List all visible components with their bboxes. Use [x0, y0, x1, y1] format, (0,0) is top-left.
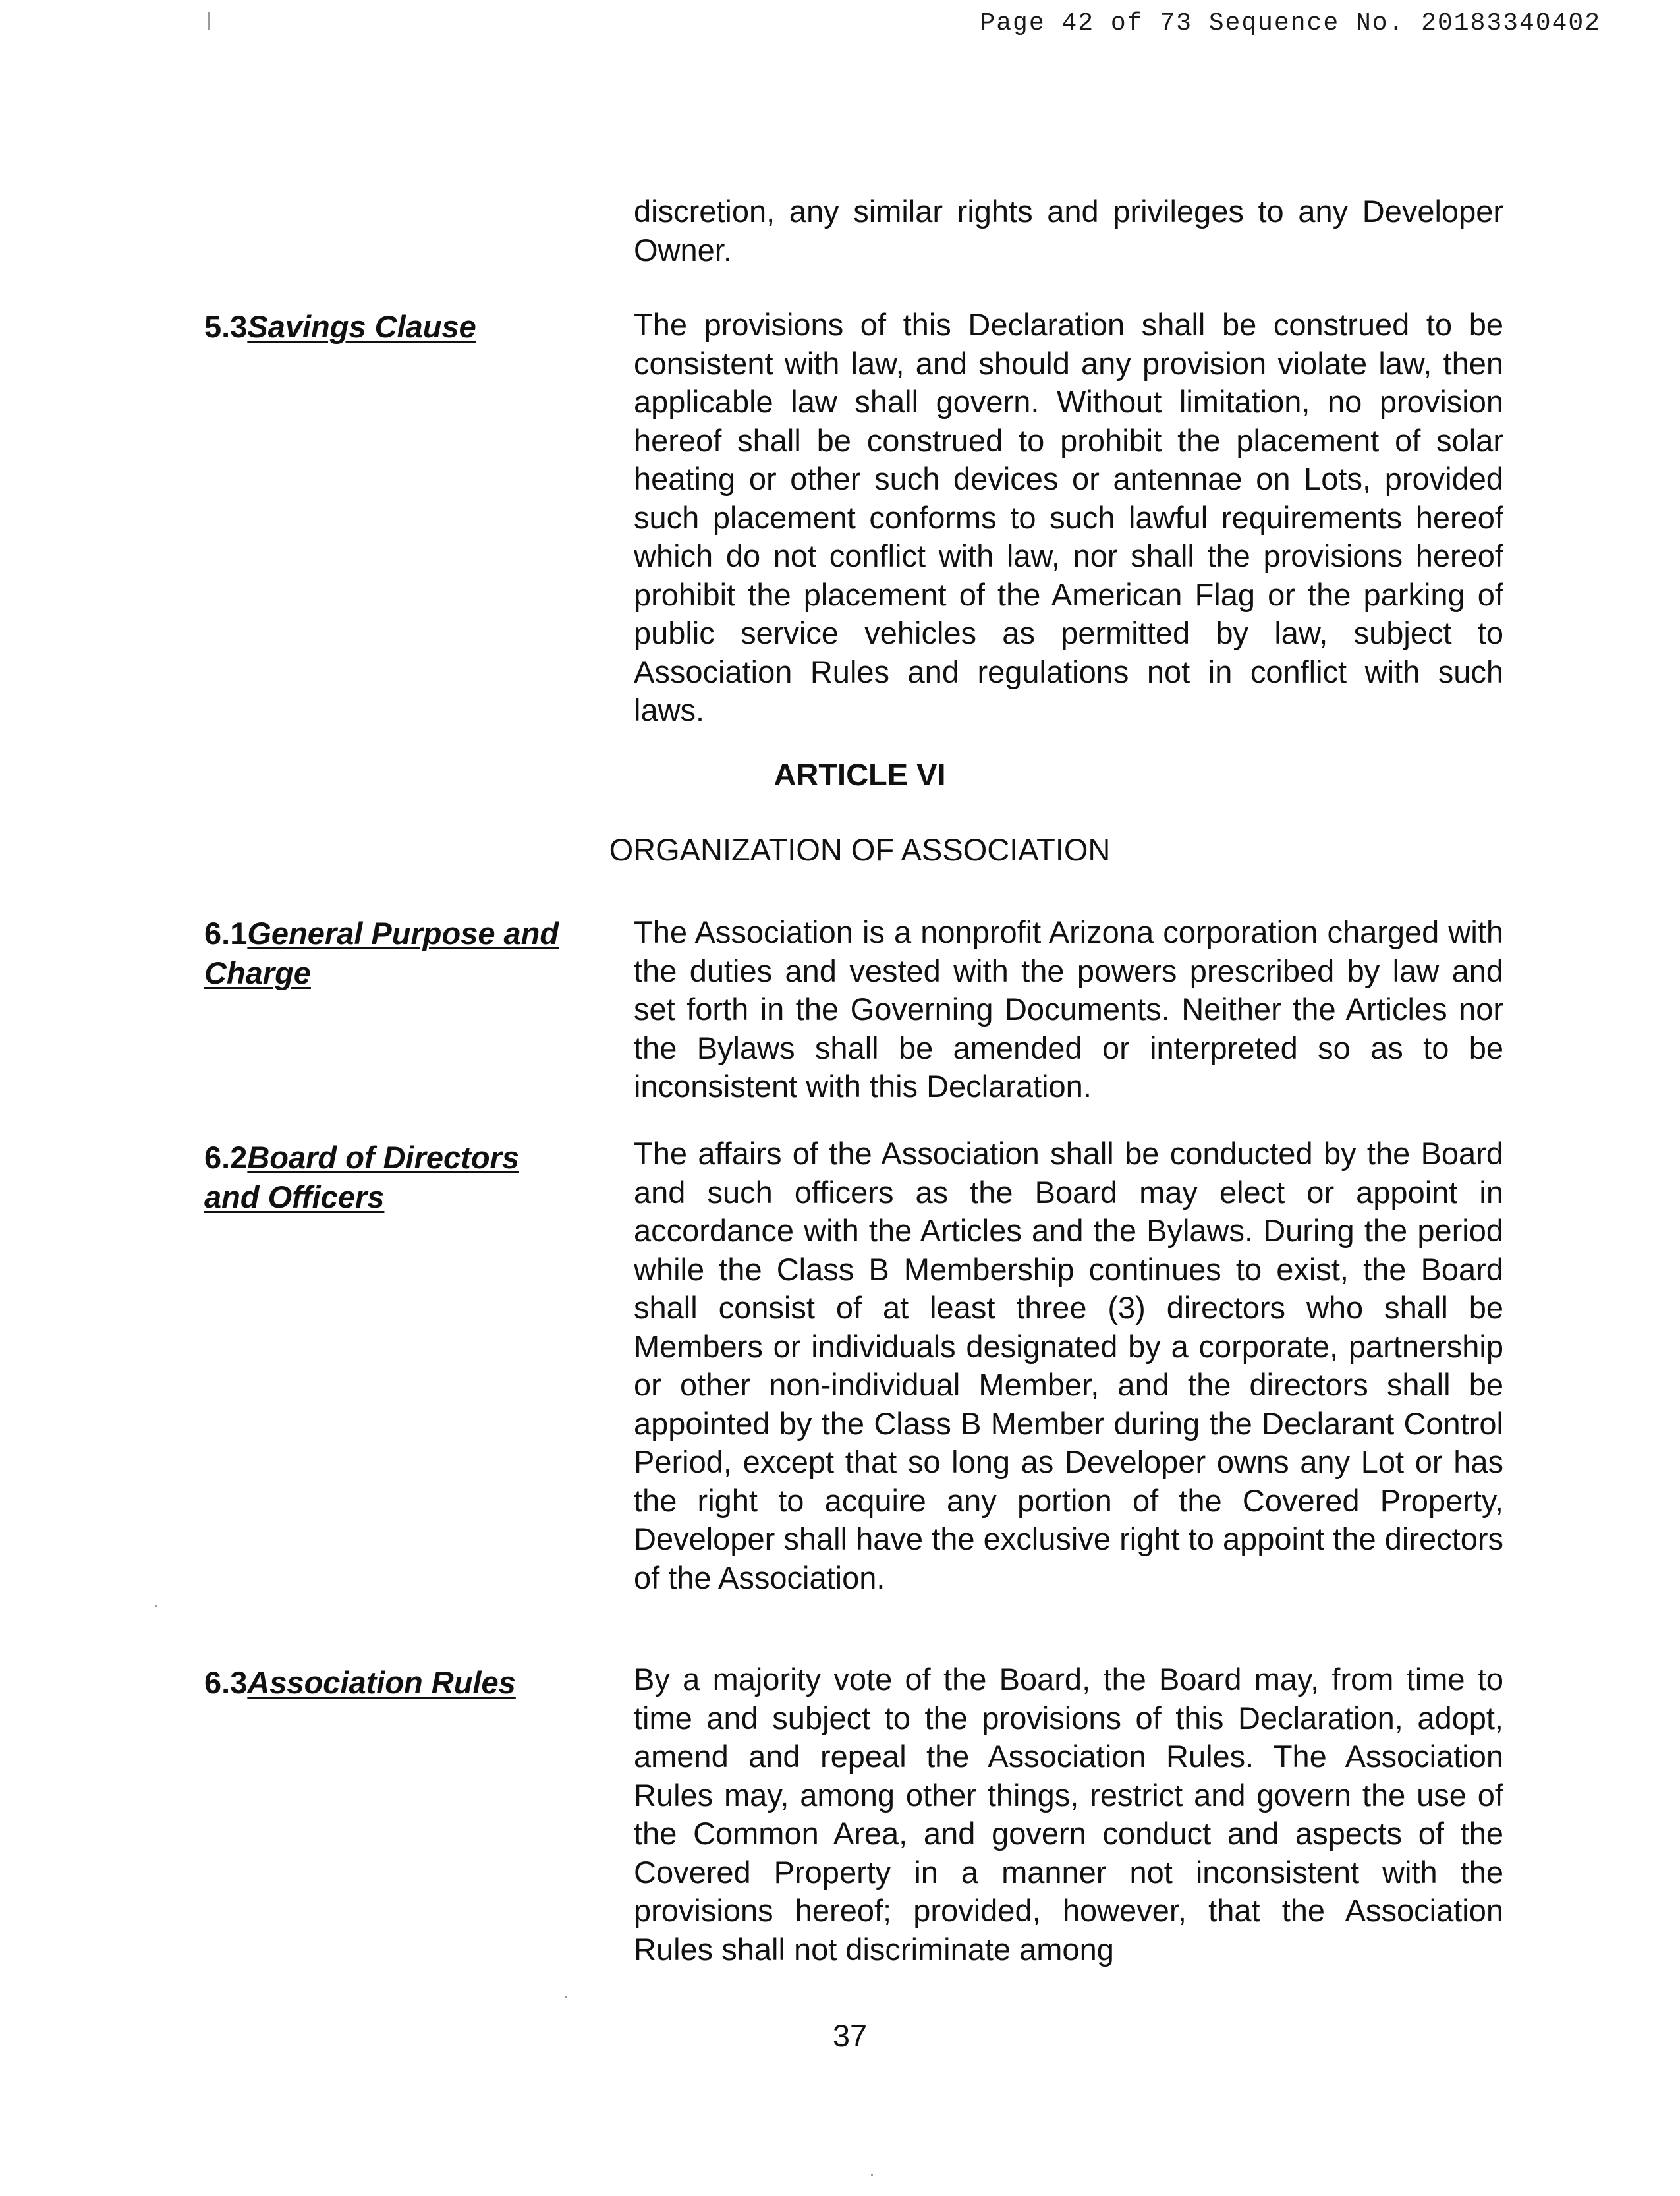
scan-speck	[871, 2174, 873, 2176]
section-body-6-2: The affairs of the Association shall be conducted by the Board and such officers as the Board may elect or appoint in accordance with the Articles and the Bylaws. During the period while the Class B Membership continues to exist, the Board shall consist of at least three (3) directors who shall be Members or individuals designated by a corporate, partnership or other non-individual Member, and the directors shall be appointed by the Class B Member during the Declarant Control Period, except that so long as Developer owns any Lot or has the right to acquire any portion of the Covered Property, Developer shall have the exclusive right to appoint the directors of the Association.	[634, 1136, 1503, 1595]
section-number: 6.1	[204, 916, 248, 951]
section-heading-6-3	[204, 1663, 600, 1703]
scan-speck	[208, 12, 210, 30]
section-title: Savings Clause	[247, 309, 476, 344]
article-title: ORGANIZATION OF ASSOCIATION	[609, 832, 1111, 867]
section-number: 6.2	[204, 1140, 248, 1175]
scan-speck	[155, 1605, 157, 1607]
continuation-paragraph: discretion, any similar rights and privileges to any Developer Owner.	[634, 194, 1503, 267]
section-body-6-1: The Association is a nonprofit Arizona corporation charged with the duties and vested with the powers prescribed by law and set forth in the Governing Documents. Neither the Articles nor the Bylaws shall be amended or interpreted so as to be inconsistent with this Declaration.	[634, 915, 1503, 1104]
section-body-5-3: The provisions of this Declaration shall be construed to be consistent with law, and should any provision violate law, then applicable law shall govern. Without limitation, no provision hereof shall be construed to prohibit the placement of solar heating or other such devices or antennae on Lots, provided such placement conforms to such lawful requirements hereof which do not conflict with law, nor shall the provisions hereof prohibit the placement of the American Flag or the parking of public service vehicles as permitted by law, subject to Association Rules and regulations not in conflict with such laws.	[634, 307, 1503, 727]
section-number: 6.3	[204, 1665, 248, 1700]
article-number: ARTICLE VI	[773, 757, 946, 792]
section-title: Board of Directors and Officers	[204, 1140, 519, 1214]
section-heading-5-3	[204, 307, 600, 347]
page-sequence-header: Page 42 of 73 Sequence No. 20183340402	[980, 9, 1601, 38]
section-heading-6-1	[204, 914, 613, 993]
page-number: 37	[832, 2018, 868, 2053]
section-number: 5.3	[204, 309, 248, 344]
scan-speck	[565, 1996, 567, 1998]
section-title: General Purpose and Charge	[204, 916, 559, 990]
section-body-6-3: By a majority vote of the Board, the Board may, from time to time and subject to the provisions of this Declaration, adopt, amend and repeal the Association Rules. The Association Rules may, among other things, restrict and govern the use of the Common Area, and govern conduct and aspects of the Covered Property in a manner not inconsistent with the provisions hereof; provided, however, that the Association Rules shall not discriminate among	[634, 1662, 1503, 1967]
section-heading-6-2	[204, 1138, 573, 1217]
section-title: Association Rules	[247, 1665, 516, 1700]
